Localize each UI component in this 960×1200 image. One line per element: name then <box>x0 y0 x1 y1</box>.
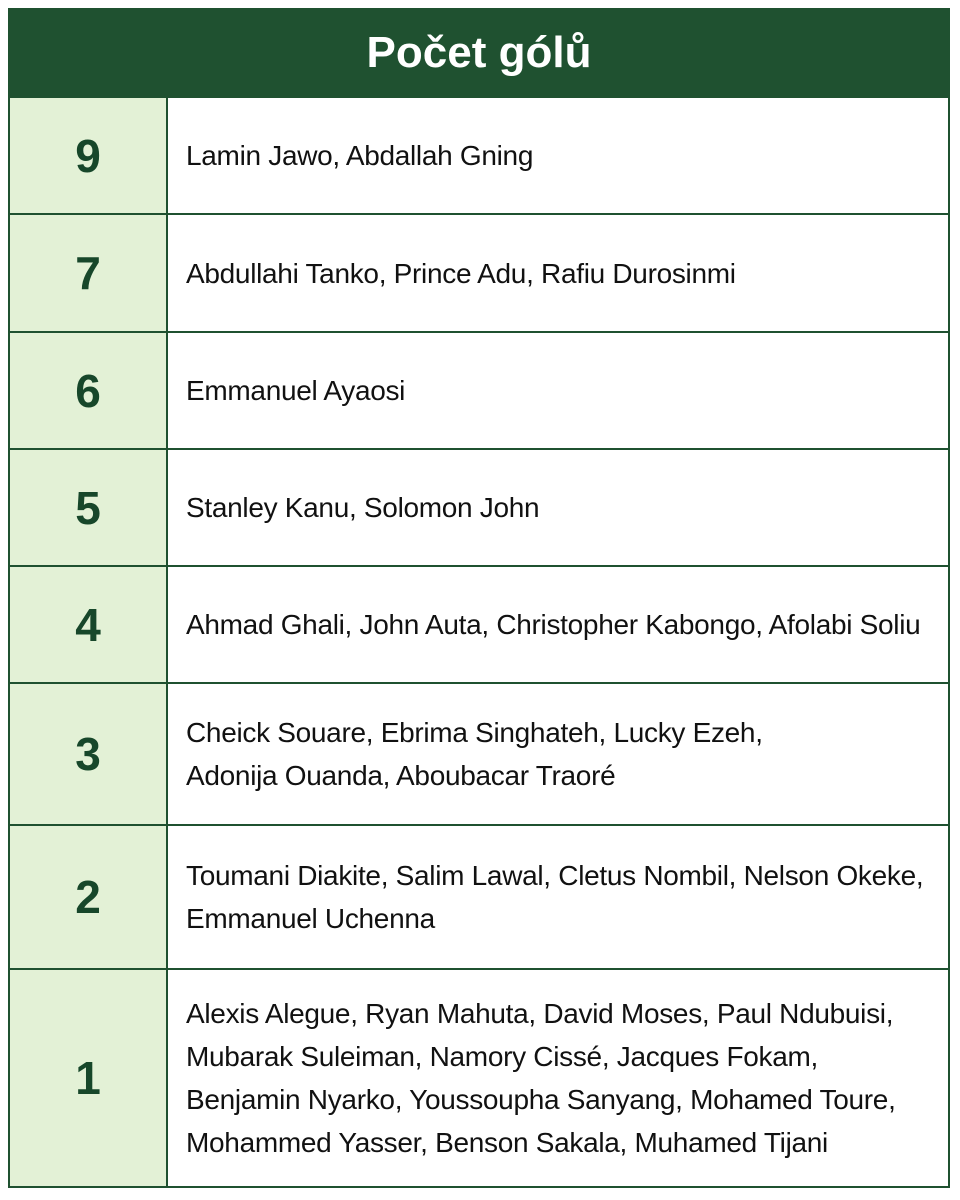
player-line: Benjamin Nyarko, Youssoupha Sanyang, Mohamed Toure, <box>186 1084 896 1115</box>
table-row <box>10 565 948 682</box>
player-list <box>168 98 948 213</box>
player-list <box>168 684 948 824</box>
player-list <box>168 450 948 565</box>
goal-count: 1 <box>10 970 168 1186</box>
player-list <box>168 826 948 968</box>
goal-count: 5 <box>10 450 168 565</box>
player-line: Adonija Ouanda, Aboubacar Traoré <box>186 760 616 791</box>
table-row <box>10 682 948 824</box>
goal-count: 2 <box>10 826 168 968</box>
goal-count: 6 <box>10 333 168 448</box>
player-line: Mohammed Yasser, Benson Sakala, Muhamed Tijani <box>186 1127 828 1158</box>
goals-table <box>8 8 950 1188</box>
player-list <box>168 970 948 1186</box>
goal-count: 4 <box>10 567 168 682</box>
table-row <box>10 331 948 448</box>
goal-count: 7 <box>10 215 168 331</box>
player-line: Lamin Jawo, Abdallah Gning <box>186 140 534 171</box>
player-line: Toumani Diakite, Salim Lawal, Cletus Nombil, Nelson Okeke, <box>186 860 924 891</box>
player-line: Emmanuel Uchenna <box>186 903 435 934</box>
table-row <box>10 213 948 331</box>
table-row <box>10 824 948 968</box>
player-list <box>168 567 948 682</box>
table-row <box>10 448 948 565</box>
player-line: Alexis Alegue, Ryan Mahuta, David Moses, Paul Ndubuisi, <box>186 998 894 1029</box>
table-row <box>10 96 948 213</box>
table-title: Počet gólů <box>10 10 948 96</box>
table-row <box>10 968 948 1186</box>
player-line: Mubarak Suleiman, Namory Cissé, Jacques Fokam, <box>186 1041 818 1072</box>
player-list <box>168 215 948 331</box>
player-list <box>168 333 948 448</box>
player-line: Stanley Kanu, Solomon John <box>186 492 540 523</box>
player-line: Cheick Souare, Ebrima Singhateh, Lucky Ezeh, <box>186 717 763 748</box>
goal-count: 9 <box>10 98 168 213</box>
goal-count: 3 <box>10 684 168 824</box>
player-line: Abdullahi Tanko, Prince Adu, Rafiu Durosinmi <box>186 257 736 289</box>
player-line: Emmanuel Ayaosi <box>186 375 406 406</box>
player-line: Ahmad Ghali, John Auta, Christopher Kabongo, Afolabi Soliu <box>186 609 921 640</box>
